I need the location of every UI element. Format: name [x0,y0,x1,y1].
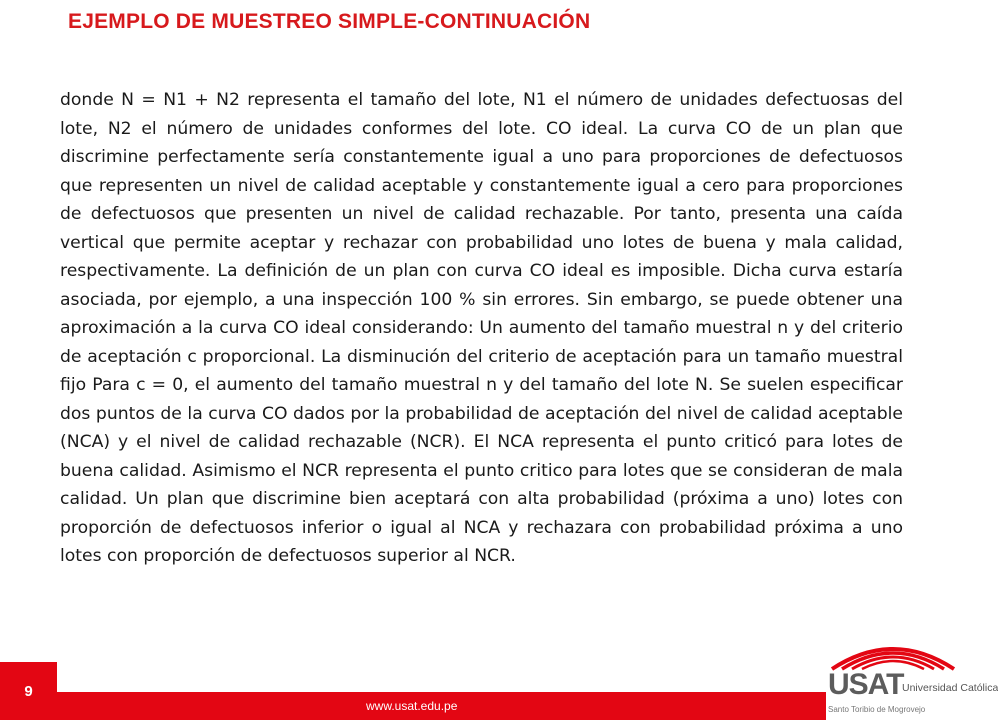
page-number: 9 [0,662,57,720]
slide-body-text: donde N = N1 + N2 representa el tamaño del lote, N1 el número de unidades defectuosas del lote, N2 el número de unidades conformes del lote. CO ideal. La curva CO de un plan que discrimine perfectamente sería constantemente igual a uno para proporciones de defectuosos que representen un nivel de calidad aceptable y constantemente igual a cero para proporciones de defectuosos que presenten un nivel de calidad rechazable. Por tanto, presenta una caída vertical que permite aceptar y rechazar con probabilidad uno lotes de buena y mala calidad, respectivamente. La definición de un plan con curva CO ideal es imposible. Dicha curva estaría asociada, por ejemplo, a una inspección 100 % sin errores. Sin embargo, se puede obtener una aproximación a la curva CO ideal considerando: Un aumento del tamaño muestral n y del criterio de aceptación c proporcional. La disminución del criterio de aceptación para un tamaño muestral fijo Para c = 0, el aumento del tamaño muestral n y del tamaño del lote N. Se suelen especificar dos puntos de la curva CO dados por la probabilidad de aceptación del nivel de calidad aceptable (NCA) y el nivel de calidad rechazable (NCR). El NCA representa el punto criticó para lotes de buena calidad. Asimismo el NCR representa el punto critico para lotes que se consideran de mala calidad. Un plan que discrimine bien aceptará con alta probabilidad (próxima a uno) lotes con proporción de defectuosos inferior o igual al NCA y rechazara con probabilidad próxima a uno lotes con proporción de defectuosos superior al NCR. [60,90,903,566]
footer-url-link[interactable]: www.usat.edu.pe [366,699,458,713]
logo-name: USAT [828,668,904,701]
usat-logo [826,635,998,720]
logo-arcs-icon [828,635,958,671]
slide-title: EJEMPLO DE MUESTREO SIMPLE-CONTINUACIÓN [68,10,591,33]
logo-subtitle-2: Santo Toribio de Mogrovejo [828,705,926,714]
logo-subtitle-1: Universidad Católica [902,682,998,694]
